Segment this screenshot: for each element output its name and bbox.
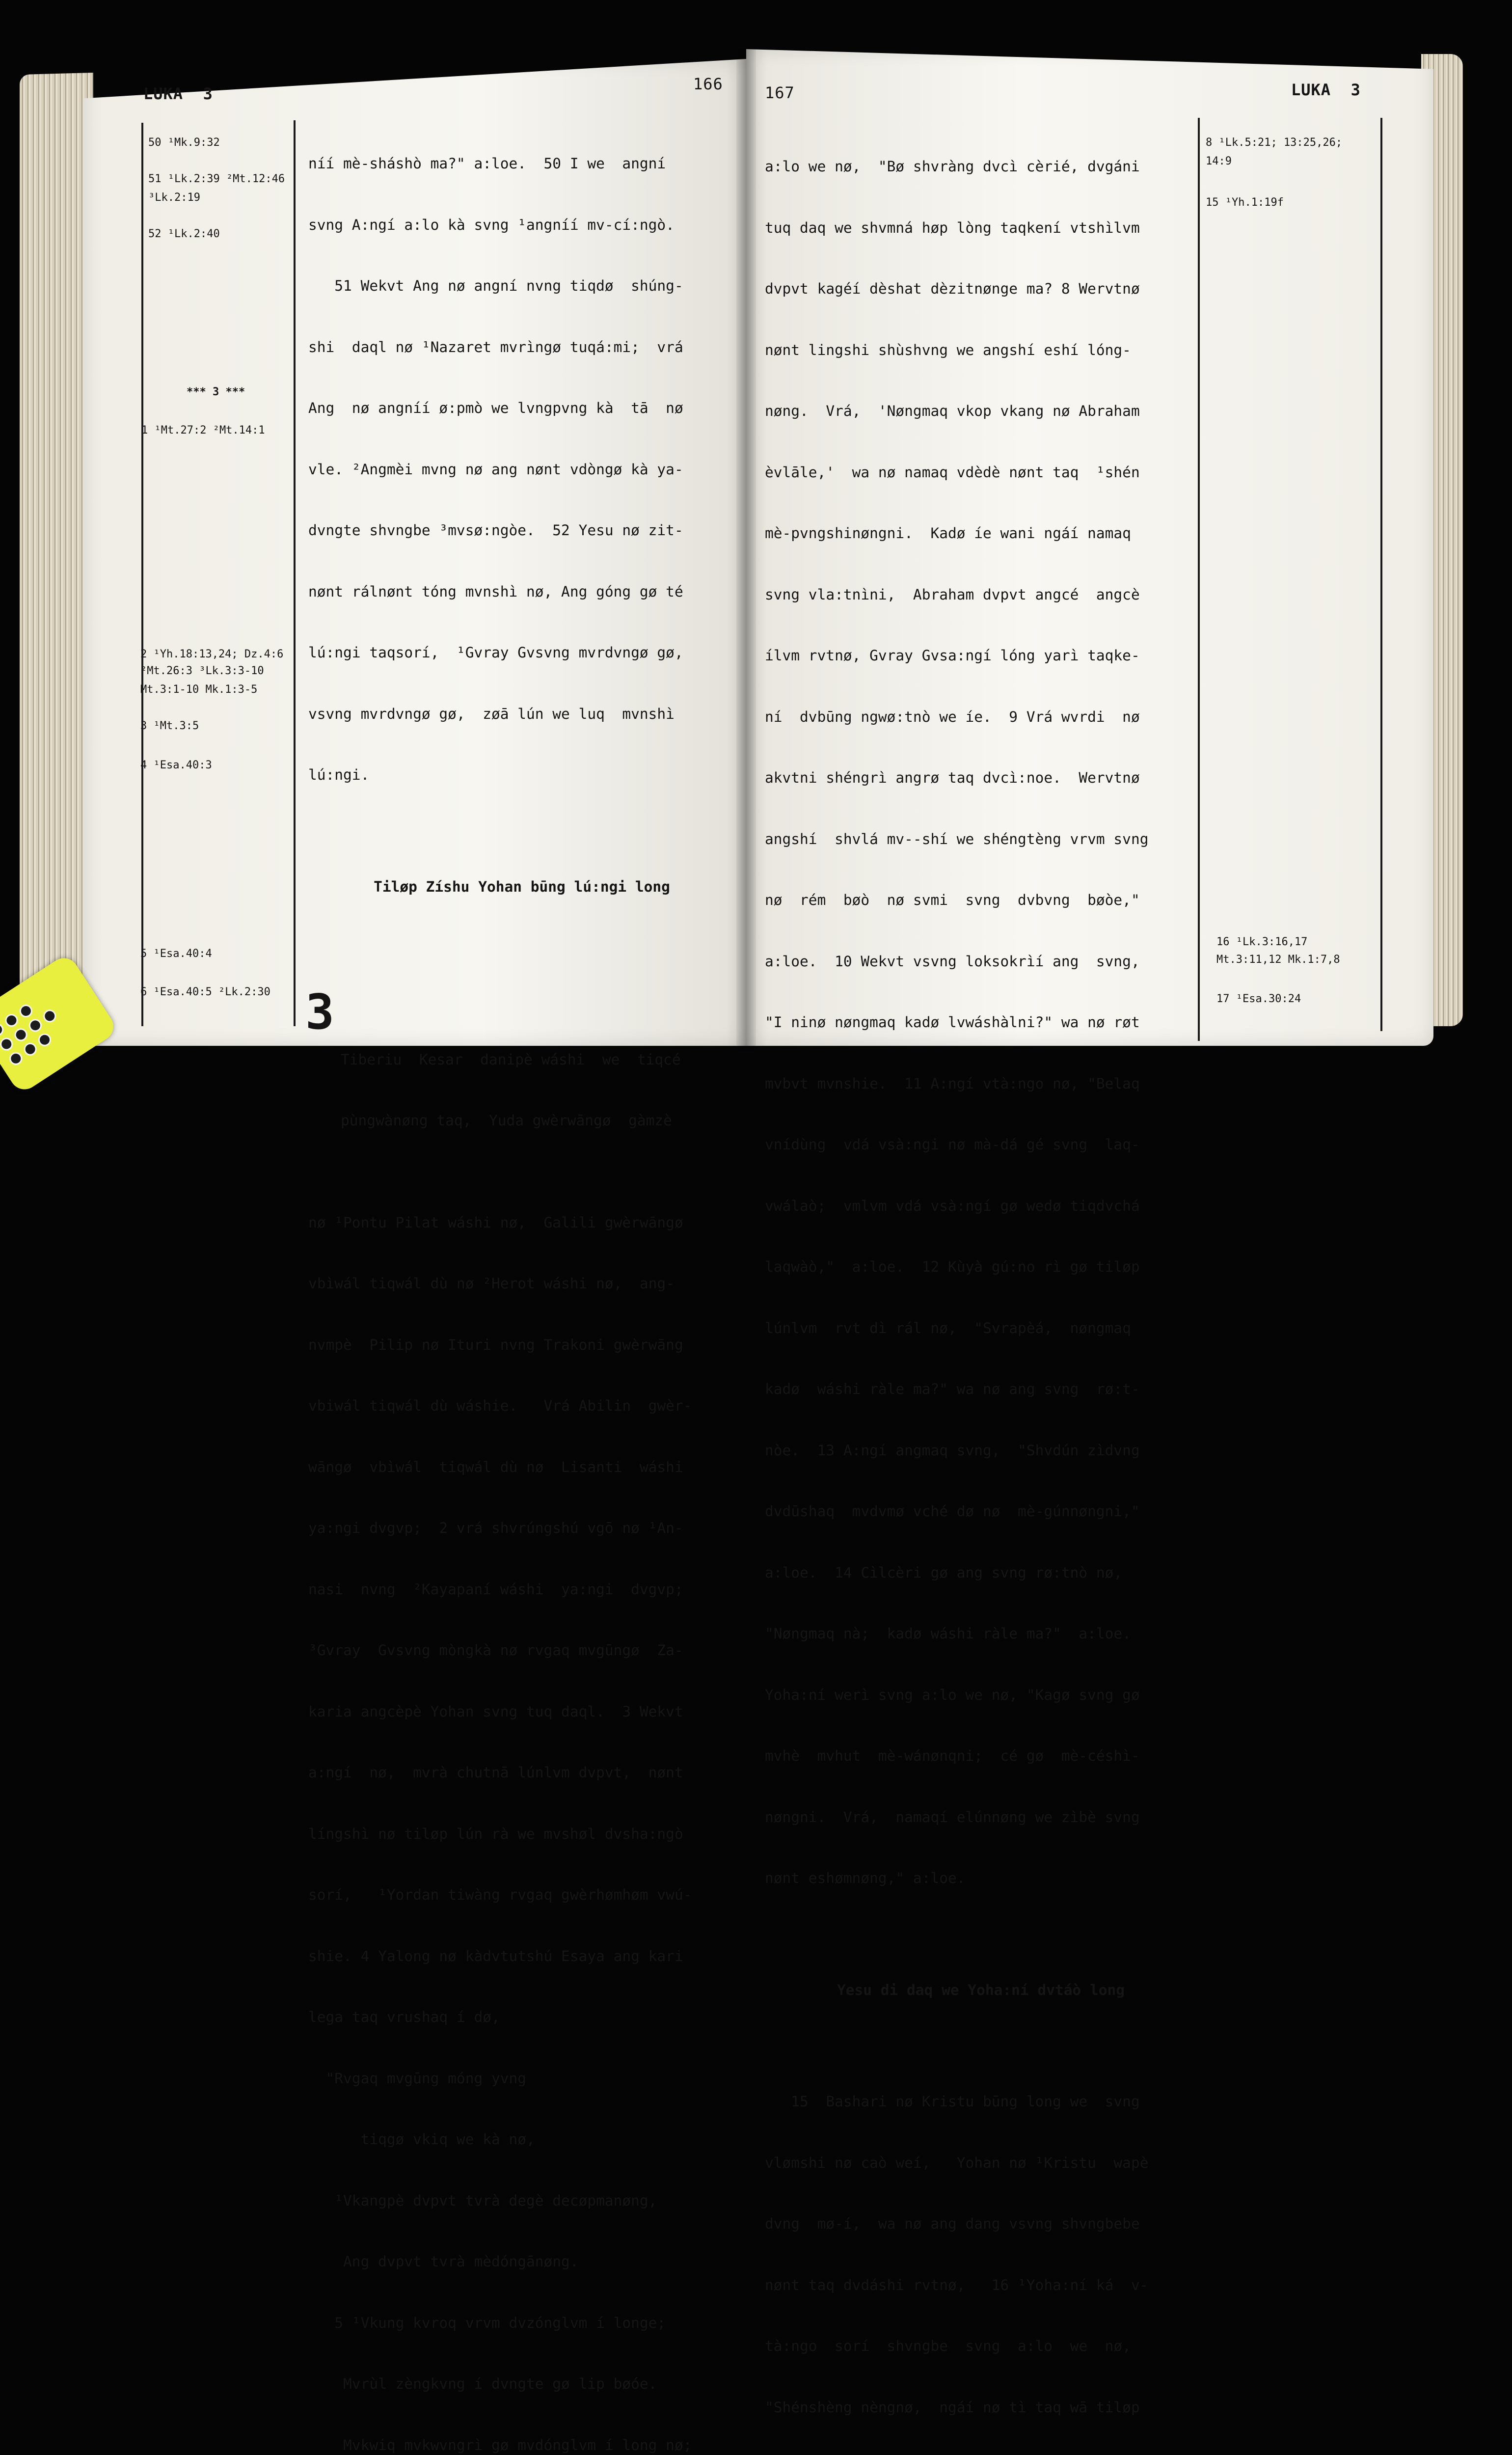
text-line: mvbvt mvnshie. 11 A:ngí vtà:ngo nø, "Belaq xyxy=(765,1074,1197,1094)
text-line: vnídùng vdá vsà:ngi nø mà-dá gé svng laq- xyxy=(765,1135,1197,1155)
text-line: língshì nø tiløp lún rà we mvshøl dvsha:ngò xyxy=(308,1824,735,1845)
text-line: ya:ngi dvgvp; 2 vrá shvrúngshú vgō nø ¹An- xyxy=(308,1518,735,1539)
text-line: svng vla:tnìni, Abraham dvpvt angcé angcè xyxy=(765,585,1197,605)
right-chapter-number: 3 xyxy=(1351,81,1361,99)
text-line: angshí shvlá mv--shí we shéngtèng vrvm svng xyxy=(765,829,1197,850)
text-line: tiqgø vkiq we kà nø, xyxy=(308,2129,735,2150)
ref-item: ³Lk.2:19 xyxy=(148,191,200,205)
left-running-head xyxy=(143,84,213,103)
right-ref-rule-left xyxy=(1198,118,1200,1041)
left-page-number: 166 xyxy=(693,75,723,93)
text-line: ní dvbūng ngwø:tnò we íe. 9 Vrá wvrdi nø xyxy=(765,707,1197,728)
text-line: nønt rálnønt tóng mvnshì nø, Ang góng gø té xyxy=(308,582,735,602)
text-line: nønt taq dvdáshi rvtnø, 16 ¹Yoha:ní ká v- xyxy=(765,2275,1197,2296)
text-line: lega taq vrushaq í dø, xyxy=(308,2007,735,2028)
text-line: svng A:ngí a:lo kà svng ¹angníí mv-cí:ngò. xyxy=(308,215,735,236)
left-ref-rule-right xyxy=(294,120,296,1026)
text-line: dvdūshaq mvdvmø vché dø nø mè-gúnnøngni," xyxy=(765,1501,1197,1522)
text-line: dvngte shvngbe ³mvsø:ngòe. 52 Yesu nø zit- xyxy=(308,520,735,541)
text-line: a:loe. 10 Wekvt vsvng loksokrìí ang svng, xyxy=(765,952,1197,972)
text-line: nvmpè Pilip nø Ituri nvng Trakoni gwèrwāng xyxy=(308,1335,735,1356)
book-gutter xyxy=(736,49,756,1051)
drop-cap: 3 xyxy=(305,988,334,1037)
text-line: karia angcèpè Yohan svng tuq daql. 3 Wekvt xyxy=(308,1702,735,1722)
text-line: lú:ngi. xyxy=(308,765,735,786)
ref-item: 16 ¹Lk.3:16,17 xyxy=(1216,935,1307,950)
chapter-3-opening xyxy=(308,988,735,1172)
text-line: laqwàò," a:loe. 12 Kùyà gú:no rì gø tiløp xyxy=(765,1257,1197,1278)
text-line: nøngni. Vrá, namaqí elúnnøng we zìbè svng xyxy=(765,1807,1197,1828)
text-line: wāngø vbìwál tiqwál dù nø Lisanti wáshi xyxy=(308,1457,735,1478)
text-line: mè-pvngshinøngni. Kadø íe wani ngáí namaq xyxy=(765,523,1197,544)
ref-item: ²Mt.26:3 ³Lk.3:3-10 xyxy=(140,664,264,679)
ref-item: 8 ¹Lk.5:21; 13:25,26; xyxy=(1206,136,1342,150)
text-line: vle. ²Angmèi mvng nø ang nønt vdòngø kà ya- xyxy=(308,460,735,480)
text-line: nasi nvng ²Kayapaní wáshi ya:ngi dvgvp; xyxy=(308,1580,735,1600)
text-line: sorí, ¹Yordan tiwàng rvgaq gwèrhømhøm vwú- xyxy=(308,1885,735,1906)
text-line: Ang dvpvt tvrà mèdóngānøng. xyxy=(308,2252,735,2272)
ref-item: 52 ¹Lk.2:40 xyxy=(148,227,220,242)
text-line: nønt eshømnøng," a:loe. xyxy=(765,1868,1197,1889)
text-line: nøng. Vrá, 'Nøngmaq vkop vkang nø Abraham xyxy=(765,401,1197,422)
ref-item: 51 ¹Lk.2:39 ²Mt.12:46 xyxy=(148,172,285,187)
ref-item: Mt.3:1-10 Mk.1:3-5 xyxy=(140,682,257,697)
text-line: a:lo we nø, "Bø shvràng dvcì cèrié, dvgáni xyxy=(765,157,1197,177)
text-line: shi daql nø ¹Nazaret mvrìngø tuqá:mi; vrá xyxy=(308,337,735,358)
left-book-name: LUKA xyxy=(143,84,183,103)
text-line: 5 ¹Vkung kvroq vrvm dvzónglvm í longe; xyxy=(308,2313,735,2334)
left-chapter-number: 3 xyxy=(203,84,213,103)
right-body-text xyxy=(765,116,1197,2455)
text-line: ³Gvray Gvsvng mòngkà nø rvgaq mvgūngø Za- xyxy=(308,1640,735,1661)
right-ref-rule-right xyxy=(1380,118,1382,1031)
ref-item: 14:9 xyxy=(1206,154,1232,169)
text-line: tuq daq we shvmná høp lòng taqkení vtshìlvm xyxy=(765,218,1197,239)
text-line: a:ngí nø, mvrà chutnā lúnlvm dvpvt, nønt xyxy=(308,1763,735,1783)
text-line: vlømshi nø caò weí, Yohan nø ¹Kristu wapè xyxy=(765,2153,1197,2174)
text-line: nø ¹Pontu Pilat wáshi nø, Galili gwèrwāngø xyxy=(308,1213,735,1233)
text-line: Yoha:ní werì svng a:lo we nø, "Kagø svng gø xyxy=(765,1685,1197,1706)
text-line: lú:ngi taqsorí, ¹Gvray Gvsvng mvrdvngø gø, xyxy=(308,643,735,663)
section-heading: Tiløp Zíshu Yohan būng lú:ngi long xyxy=(308,877,735,898)
text-line: shie. 4 Yalong nø kàdvtutshú Esaya ang kari xyxy=(308,1946,735,1967)
text-line: kadø wáshi ràle ma?" wa nø ang svng rø:t- xyxy=(765,1379,1197,1400)
right-running-head xyxy=(1291,81,1361,99)
left-page-edges xyxy=(20,73,93,1008)
text-line: vbiwál tiqwál dù wáshie. Vrá Abilin gwèr- xyxy=(308,1396,735,1417)
ref-item: 50 ¹Mk.9:32 xyxy=(148,136,220,150)
text-line: nòe. 13 A:ngí angmaq svng, "Shvdún zìdvng xyxy=(765,1441,1197,1461)
text-line: vsvng mvrdvngø gø, zøā lún we luq mvnshì xyxy=(308,704,735,725)
text-line: nønt lingshi shùshvng we angshí eshí lóng- xyxy=(765,340,1197,361)
left-ref-rule-left xyxy=(141,123,143,1026)
left-body-text xyxy=(308,113,735,2455)
text-line: dvng mø-í, wa nø ang dang vsvng shvngbebe xyxy=(765,2214,1197,2235)
chapter-marker: *** 3 *** xyxy=(187,385,245,400)
text-line: mvhè mvhut mè-wánønqni; cé gø mè-céshì- xyxy=(765,1746,1197,1767)
ref-item: 5 ¹Esa.40:4 xyxy=(140,947,212,961)
text-line: nø rém bøò nø svmi svng dvbvng bøòe," xyxy=(765,890,1197,911)
text-line: Mvrùl zèngkvng í dvngte gø lip bøóe. xyxy=(308,2374,735,2395)
section-heading: Yesu di daq we Yoha:ní dvtáò long xyxy=(765,1980,1197,2001)
ref-item: 6 ¹Esa.40:5 ²Lk.2:30 xyxy=(140,985,270,1000)
text-line: ílvm rvtnø, Gvray Gvsa:ngí lóng yarì taqke- xyxy=(765,646,1197,666)
text-line: èvlāle,' wa nø namaq vdèdè nønt taq ¹shén xyxy=(765,463,1197,483)
right-page-number: 167 xyxy=(765,83,795,102)
text-line: akvtni shéngrì angrø taq dvcì:noe. Wervtnø xyxy=(765,768,1197,789)
text-line: lúnlvm rvt dì rál nø, "Svrapèá, nøngmaq xyxy=(765,1318,1197,1339)
text-line: ¹Vkangpè dvpvt tvrà degè decøpmanøng, xyxy=(308,2191,735,2211)
text-line: 15 Bashari nø Kristu būng long we svng xyxy=(765,2092,1197,2112)
text-line: Ang nø angníí ø:pmò we lvngpvng kà tā nø xyxy=(308,398,735,419)
text-line: vwálaò; vmlvm vdá vsà:ngí gø wedø tiqdvchá xyxy=(765,1196,1197,1217)
text-line: vbìwál tiqwál dù nø ²Herot wáshi nø, ang- xyxy=(308,1274,735,1294)
open-book-photo xyxy=(0,0,1512,1111)
text-line: níí mè-sháshò ma?" a:loe. 50 I we angní xyxy=(308,154,735,174)
text-line: a:loe. 14 Cìlcèri gø ang svng rø:tnò nø, xyxy=(765,1563,1197,1583)
text-line: Mvkwiq mvkwvngrì gø mvdónglvm í long nø; xyxy=(308,2435,735,2455)
ref-item: 1 ¹Mt.27:2 ²Mt.14:1 xyxy=(141,423,265,438)
text-line: "Nøngmaq nà; kadø wáshi ràle ma?" a:loe. xyxy=(765,1624,1197,1644)
text-line: "Rvgaq mvgūng móng yvng xyxy=(308,2069,735,2089)
ref-item: 15 ¹Yh.1:19f xyxy=(1206,195,1284,210)
right-book-name: LUKA xyxy=(1291,81,1331,99)
ref-item: 3 ¹Mt.3:5 xyxy=(140,719,199,734)
text-line: pùngwànøng taq, Yuda gwèrwāngø gàmzè xyxy=(308,1111,735,1131)
text-line: 51 Wekvt Ang nø angní nvng tiqdø shúng- xyxy=(308,276,735,297)
text-line: tà:ngo sorí shvngbe svng a:lo we nø, xyxy=(765,2336,1197,2357)
text-line: dvpvt kagéí dèshat dèzitnønge ma? 8 Wervtnø xyxy=(765,279,1197,300)
text-line: "I ninø nøngmaq kadø lvwáshàlni?" wa nø røt xyxy=(765,1012,1197,1033)
text-line: "Shénshèng nèngnø, ngáí nø tì taq wā tiløp xyxy=(765,2398,1197,2418)
ref-item: Mt.3:11,12 Mk.1:7,8 xyxy=(1216,953,1340,967)
ref-item: 4 ¹Esa.40:3 xyxy=(140,758,212,773)
text-line: Tiberiu Kesar danipè wáshi we tiqcé xyxy=(308,1050,735,1070)
ref-item: 2 ¹Yh.18:13,24; Dz.4:6 xyxy=(140,647,283,662)
ref-item: 17 ¹Esa.30:24 xyxy=(1216,992,1301,1007)
